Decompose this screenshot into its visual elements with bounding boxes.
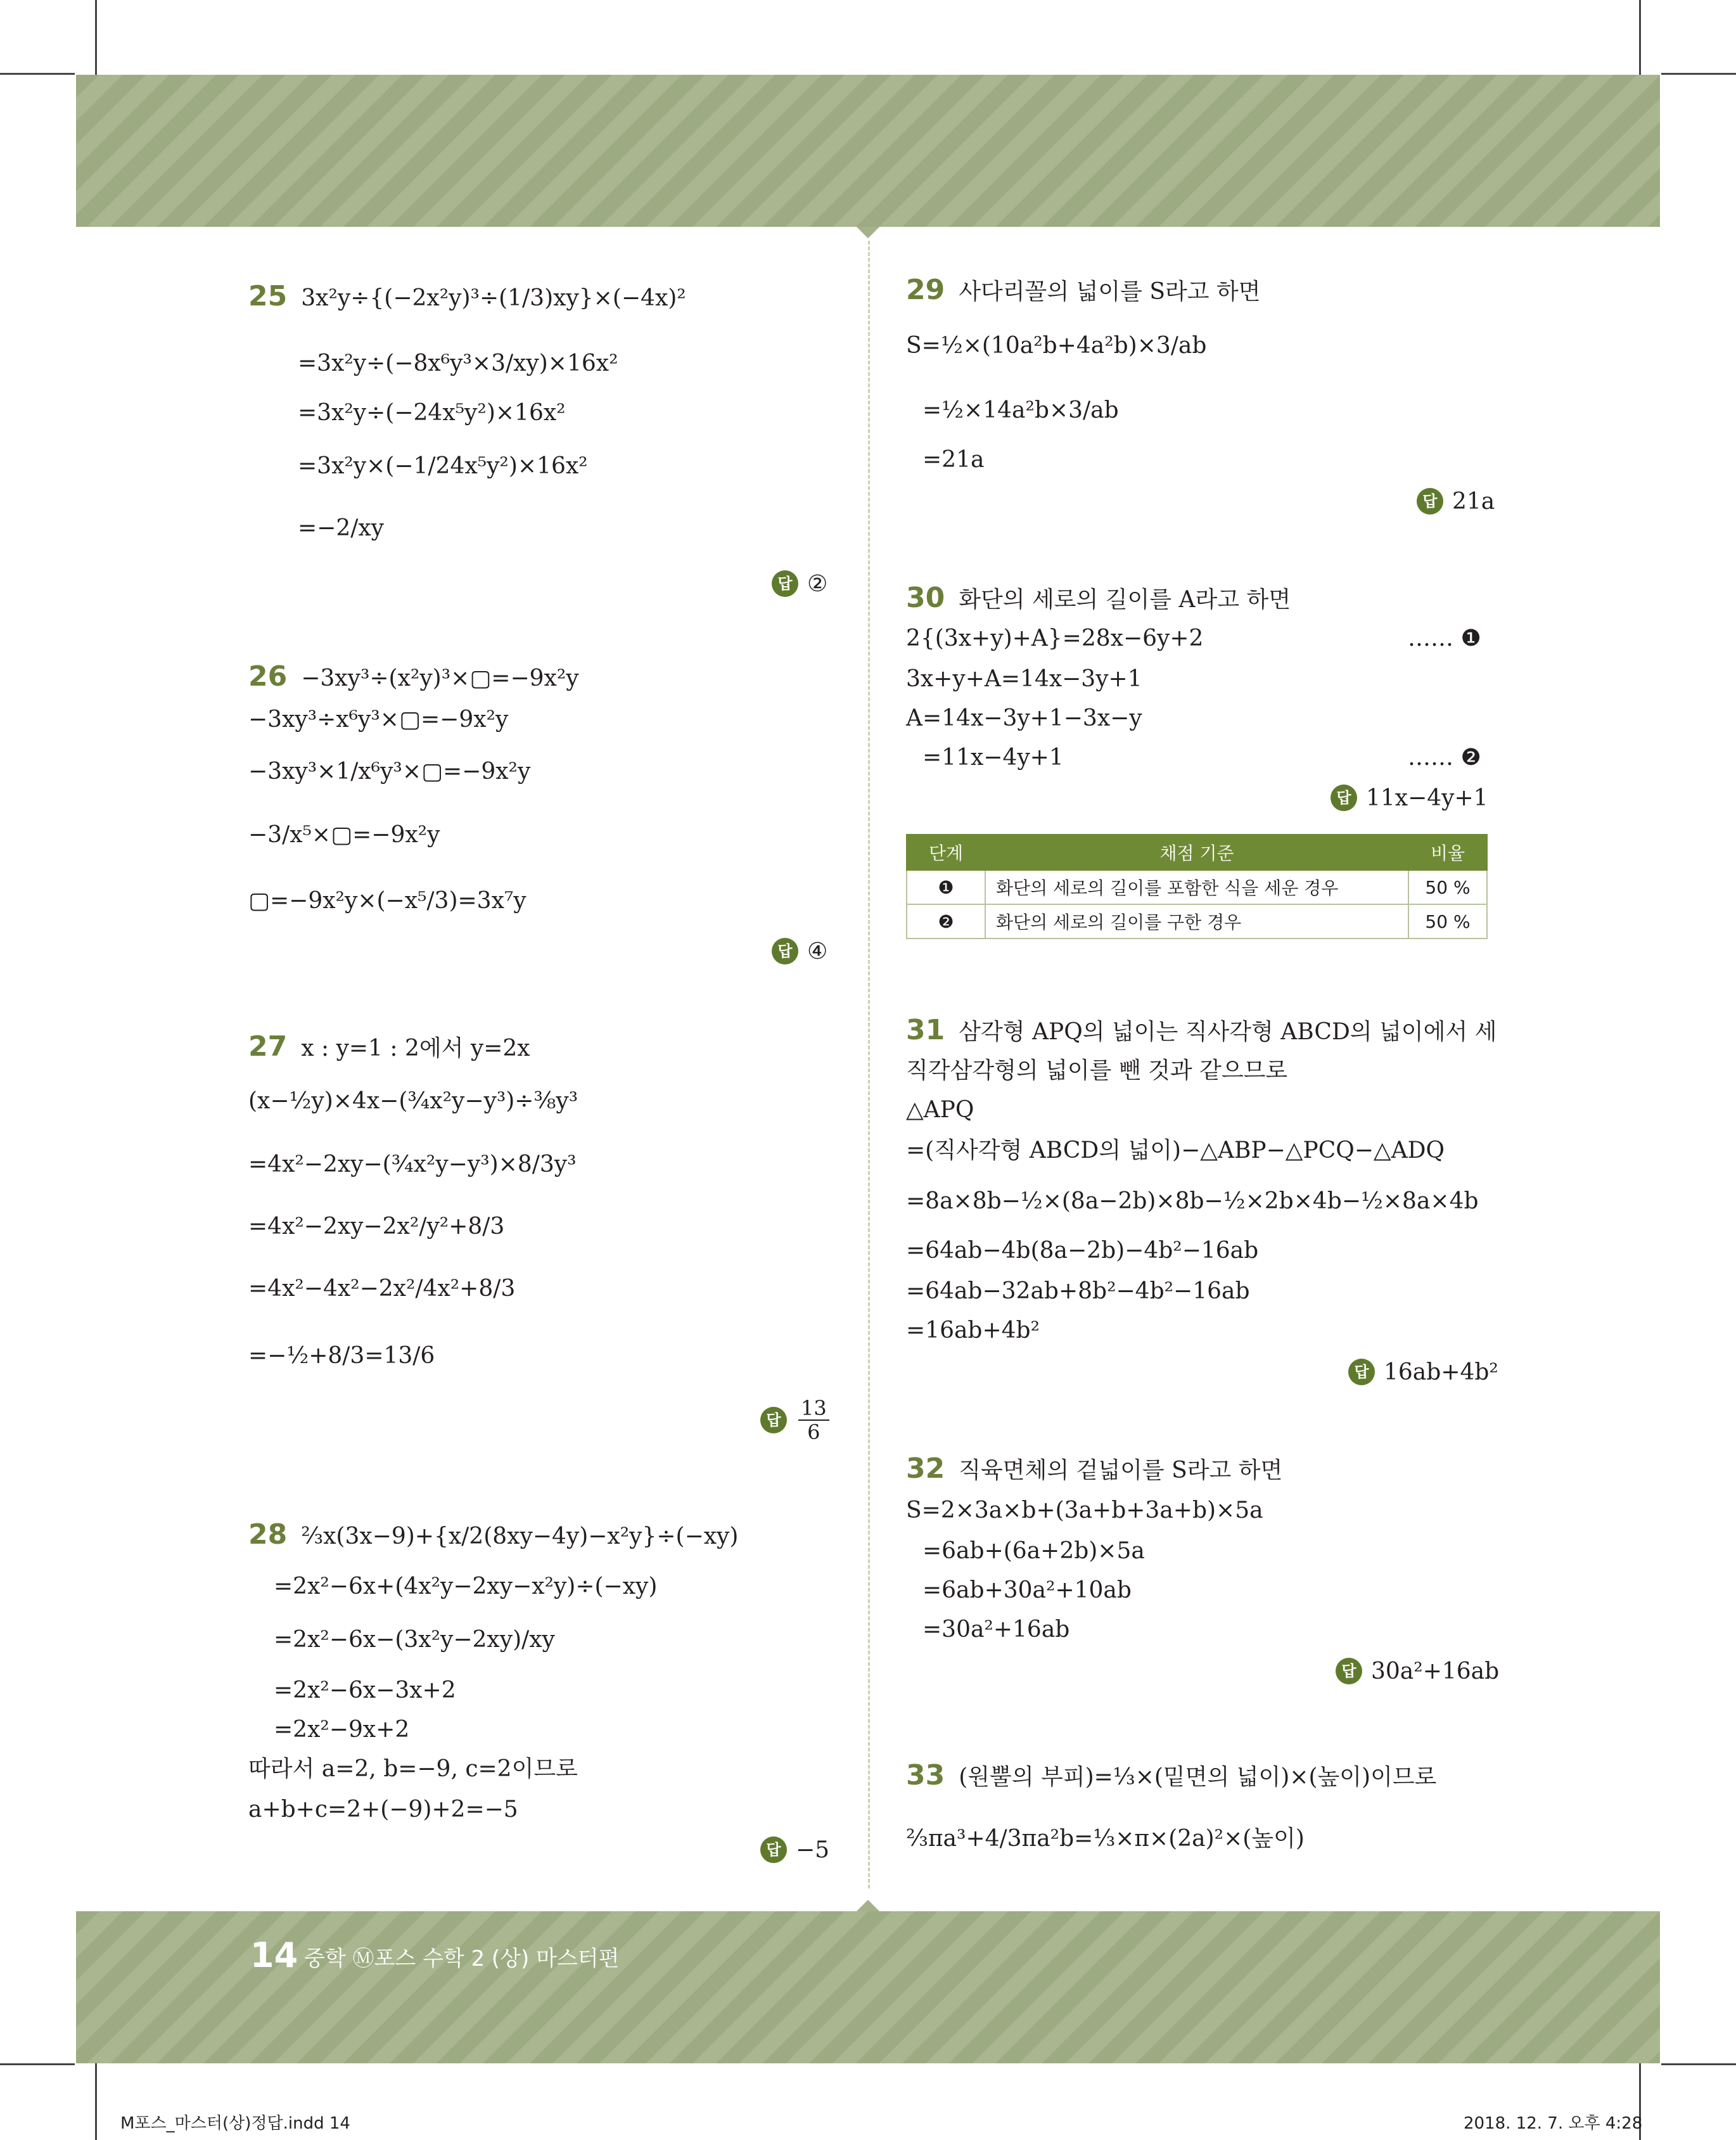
divider-notch-bottom [857, 1900, 879, 1911]
problem-28-line-7: a+b+c=2+(−9)+2=−5 [248, 1797, 518, 1823]
problem-26-line-4: −3/x⁵×▢=−9x²y [248, 822, 440, 848]
problem-number: 29 [906, 274, 945, 306]
problem-27-line-5: =4x²−4x²−2x²/4x²+8/3 [248, 1276, 516, 1302]
answer-25: 답 ② [772, 570, 827, 597]
problem-28-line-1: 28 ⅔x(3x−9)+{x/2(8xy−4y)−x²y}÷(−xy) [248, 1518, 739, 1551]
problem-number: 31 [906, 1014, 945, 1046]
problem-31-line-3: △APQ [906, 1097, 974, 1123]
criteria-cell: 화단의 세로의 길이를 포함한 식을 세운 경우 [985, 870, 1408, 904]
problem-33-line-2: ⅔πa³+4/3πa²b=⅓×π×(2a)²×(높이) [906, 1826, 1305, 1852]
file-name: M포스_마스터(상)정답.indd 14 [120, 2114, 350, 2133]
page-number: 14 [250, 1935, 298, 1975]
problem-26-line-2: −3xy³÷x⁶y³×▢=−9x²y [248, 707, 509, 733]
problem-30-line-3: 3x+y+A=14x−3y+1 [906, 666, 1142, 692]
problem-29-line-4: =21a [922, 447, 985, 473]
table-row [907, 904, 1487, 939]
problem-31-line-1: 31 삼각형 APQ의 넓이는 직사각형 ABCD의 넓이에서 세 [906, 1014, 1497, 1046]
problem-30-line-2: 2{(3x+y)+A}=28x−6y+2 [906, 625, 1204, 651]
problem-31-line-2: 직각삼각형의 넓이를 뺀 것과 같으므로 [906, 1058, 1288, 1084]
crop-mark [1661, 2063, 1736, 2065]
problem-27-line-1: 27 x : y=1 : 2에서 y=2x [248, 1030, 530, 1063]
ratio-cell: 50 % [1408, 870, 1487, 904]
problem-33-line-1: 33 (원뿔의 부피)=⅓×(밑면의 넓이)×(높이)이므로 [906, 1759, 1437, 1791]
problem-number: 28 [248, 1518, 288, 1551]
book-title: 중학 Ⓜ포스 수학 2 (상) 마스터편 [304, 1946, 620, 1971]
problem-number: 30 [906, 582, 945, 614]
problem-32-line-3: =6ab+(6a+2b)×5a [922, 1538, 1145, 1564]
crop-mark [1639, 0, 1641, 75]
answer-badge: 답 [772, 938, 798, 964]
problem-27-line-2: (x−½y)×4x−(¾x²y−y³)÷⅜y³ [248, 1088, 578, 1114]
crop-mark [0, 73, 75, 75]
problem-32-line-4: =6ab+30a²+10ab [922, 1577, 1132, 1603]
problem-30-line-5: =11x−4y+1 [922, 745, 1064, 771]
problem-32-line-2: S=2×3a×b+(3a+b+3a+b)×5a [906, 1497, 1263, 1523]
answer-31: 답 16ab+4b² [1348, 1359, 1498, 1385]
problem-28-line-4: =2x²−6x−3x+2 [274, 1677, 456, 1703]
answer-27 [760, 1397, 832, 1444]
header-step: 단계 [907, 835, 985, 870]
divider-notch-top [857, 227, 879, 238]
problem-25-line-1: 25 3x²y÷{(−2x²y)³÷(1/3)xy}×(−4x)² [248, 280, 686, 312]
problem-25-line-4: =3x²y×(−1/24x⁵y²)×16x² [298, 453, 588, 479]
crop-mark [0, 2063, 75, 2065]
crop-mark [95, 2063, 97, 2140]
answer-badge: 답 [1348, 1359, 1375, 1385]
problem-27-line-3: =4x²−2xy−(¾x²y−y³)×8/3y³ [248, 1151, 577, 1177]
answer-fraction: 13 6 [798, 1397, 829, 1444]
column-divider [868, 241, 870, 1888]
problem-26-line-1: 26 −3xy³÷(x²y)³×▢=−9x²y [248, 660, 579, 693]
problem-31-line-4: =(직사각형 ABCD의 넓이)−△ABP−△PCQ−△ADQ [906, 1137, 1445, 1163]
problem-27-line-4: =4x²−2xy−2x²/y²+8/3 [248, 1214, 505, 1240]
problem-29-line-2: S=½×(10a²b+4a²b)×3/ab [906, 333, 1207, 359]
answer-badge: 답 [760, 1407, 787, 1433]
problem-28-line-3: =2x²−6x−(3x²y−2xy)/xy [274, 1627, 555, 1653]
problem-30-line-4: A=14x−3y+1−3x−y [906, 705, 1142, 731]
problem-26-line-3: −3xy³×1/x⁶y³×▢=−9x²y [248, 759, 531, 785]
table-row [907, 870, 1487, 904]
problem-31-line-8: =16ab+4b² [906, 1317, 1040, 1343]
header-ratio: 비율 [1408, 835, 1487, 870]
problem-25-line-2: =3x²y÷(−8x⁶y³×3/xy)×16x² [298, 350, 618, 376]
footer-band [76, 1911, 1660, 2063]
problem-number: 32 [906, 1452, 945, 1485]
answer-badge: 답 [1417, 488, 1443, 515]
problem-28-line-5: =2x²−9x+2 [274, 1717, 410, 1743]
problem-31-line-7: =64ab−32ab+8b²−4b²−16ab [906, 1278, 1250, 1304]
answer-32: 답 30a²+16ab [1336, 1658, 1499, 1684]
answer-badge: 답 [772, 570, 798, 597]
answer-badge: 답 [1331, 785, 1357, 811]
answer-badge: 답 [1336, 1658, 1362, 1684]
crop-mark [1661, 73, 1736, 75]
crop-mark [95, 0, 97, 75]
problem-28-line-2: =2x²−6x+(4x²y−2xy−x²y)÷(−xy) [274, 1573, 658, 1599]
problem-32-line-1: 32 직육면체의 겉넓이를 S라고 하면 [906, 1452, 1283, 1485]
problem-32-line-5: =30a²+16ab [922, 1617, 1070, 1643]
problem-29-line-1: 29 사다리꼴의 넓이를 S라고 하면 [906, 274, 1261, 306]
step-marker-1: …… ❶ [1408, 625, 1481, 651]
header-criteria: 채점 기준 [985, 835, 1408, 870]
problem-number: 25 [248, 280, 288, 312]
problem-28-line-6: 따라서 a=2, b=−9, c=2이므로 [248, 1756, 578, 1782]
problem-26-line-5: ▢=−9x²y×(−x⁵/3)=3x⁷y [248, 888, 527, 914]
problem-number: 27 [248, 1030, 288, 1063]
problem-31-line-5: =8a×8b−½×(8a−2b)×8b−½×2b×4b−½×8a×4b [906, 1188, 1479, 1214]
grading-table [906, 834, 1488, 939]
print-timestamp: 2018. 12. 7. 오후 4:28 [1464, 2114, 1643, 2133]
problem-25-line-3: =3x²y÷(−24x⁵y²)×16x² [298, 400, 566, 426]
problem-27-line-6: =−½+8/3=13/6 [248, 1343, 435, 1369]
problem-29-line-3: =½×14a²b×3/ab [922, 397, 1119, 423]
problem-number: 33 [906, 1759, 945, 1791]
criteria-cell: 화단의 세로의 길이를 구한 경우 [985, 904, 1408, 939]
grading-table-header [907, 835, 1487, 870]
header-band [76, 75, 1660, 227]
problem-31-line-6: =64ab−4b(8a−2b)−4b²−16ab [906, 1238, 1259, 1264]
problem-25-line-5: =−2/xy [298, 515, 385, 541]
answer-29: 답 21a [1417, 488, 1495, 515]
ratio-cell: 50 % [1408, 904, 1487, 939]
answer-26: 답 ④ [772, 938, 827, 964]
step-cell: ❶ [907, 870, 985, 904]
answer-badge: 답 [760, 1836, 787, 1863]
answer-28: 답 −5 [760, 1836, 829, 1863]
answer-30: 답 11x−4y+1 [1331, 785, 1488, 811]
problem-number: 26 [248, 660, 288, 693]
step-cell: ❷ [907, 904, 985, 939]
problem-30-line-1: 30 화단의 세로의 길이를 A라고 하면 [906, 582, 1291, 614]
step-marker-2: …… ❷ [1408, 745, 1481, 771]
